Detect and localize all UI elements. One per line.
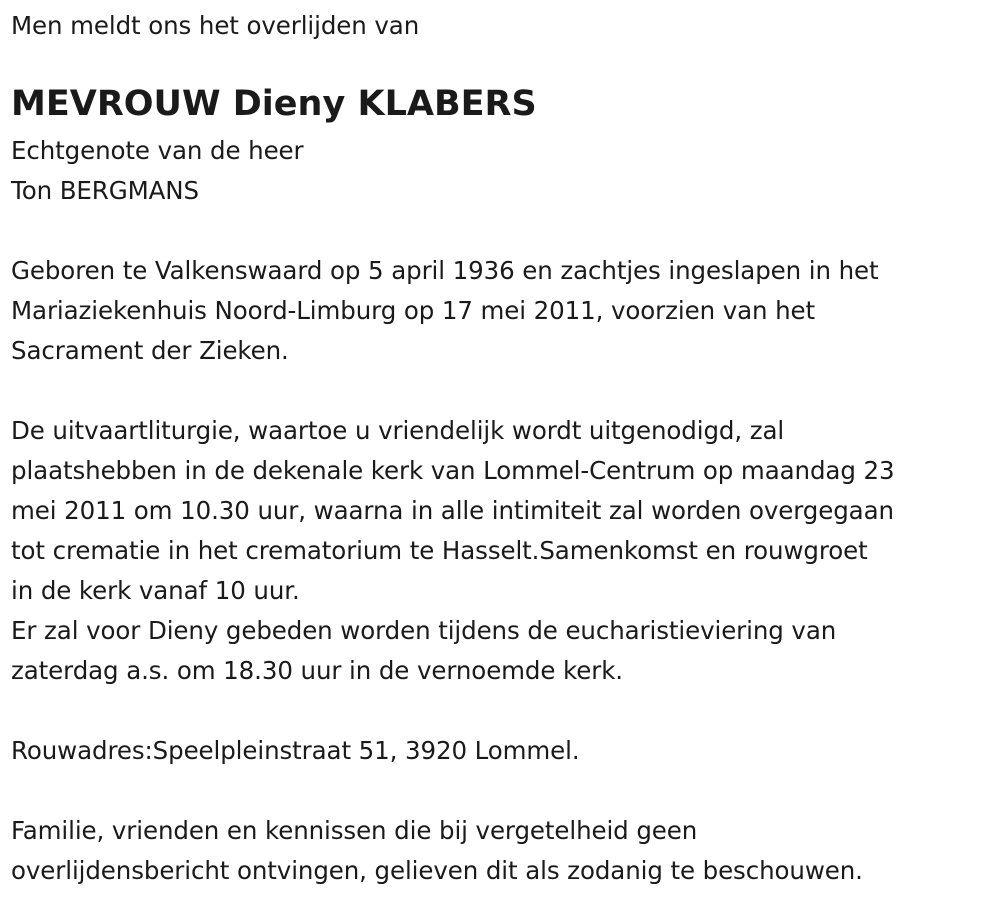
paragraph-line: De uitvaartliturgie, waartoe u vriendelijk wordt uitgenodigd, zal	[11, 416, 785, 445]
paragraph-line: tot crematie in het crematorium te Hasselt.Samenkomst en rouwgroet	[11, 536, 868, 565]
spacer	[11, 771, 986, 811]
paragraph-line: zaterdag a.s. om 18.30 uur in de vernoemde kerk.	[11, 656, 623, 685]
spacer	[11, 211, 986, 251]
paragraph-line: overlijdensbericht ontvingen, gelieven dit als zodanig te beschouwen.	[11, 856, 863, 885]
paragraph-line: Familie, vrienden en kennissen die bij vergetelheid geen	[11, 816, 698, 845]
paragraph-line: plaatshebben in de dekenale kerk van Lommel-Centrum op maandag 23	[11, 456, 895, 485]
funeral-paragraph	[11, 411, 986, 691]
paragraph-line: Geboren te Valkenswaard op 5 april 1936 en zachtjes ingeslapen in het	[11, 256, 879, 285]
spouse-block	[11, 131, 986, 211]
paragraph-line: Er zal voor Dieny gebeden worden tijdens de eucharistieviering van	[11, 616, 837, 645]
intro-text: Men meldt ons het overlijden van	[11, 11, 420, 40]
paragraph-line: Sacrament der Zieken.	[11, 336, 289, 365]
spacer	[11, 371, 986, 411]
birth-death-paragraph	[11, 251, 986, 371]
paragraph-line: in de kerk vanaf 10 uur.	[11, 576, 300, 605]
mourning-address: Rouwadres:Speelpleinstraat 51, 3920 Lommel.	[11, 736, 580, 765]
paragraph-line: Mariaziekenhuis Noord-Limburg op 17 mei 2011, voorzien van het	[11, 296, 816, 325]
paragraph-line: mei 2011 om 10.30 uur, waarna in alle intimiteit zal worden overgegaan	[11, 496, 894, 525]
spouse-line-1: Echtgenote van de heer	[11, 136, 304, 165]
obituary-notice	[11, 6, 986, 891]
closing-paragraph	[11, 811, 986, 891]
spacer	[11, 691, 986, 731]
deceased-name: MEVROUW Dieny KLABERS	[11, 84, 537, 124]
spouse-line-2: Ton BERGMANS	[11, 176, 199, 205]
